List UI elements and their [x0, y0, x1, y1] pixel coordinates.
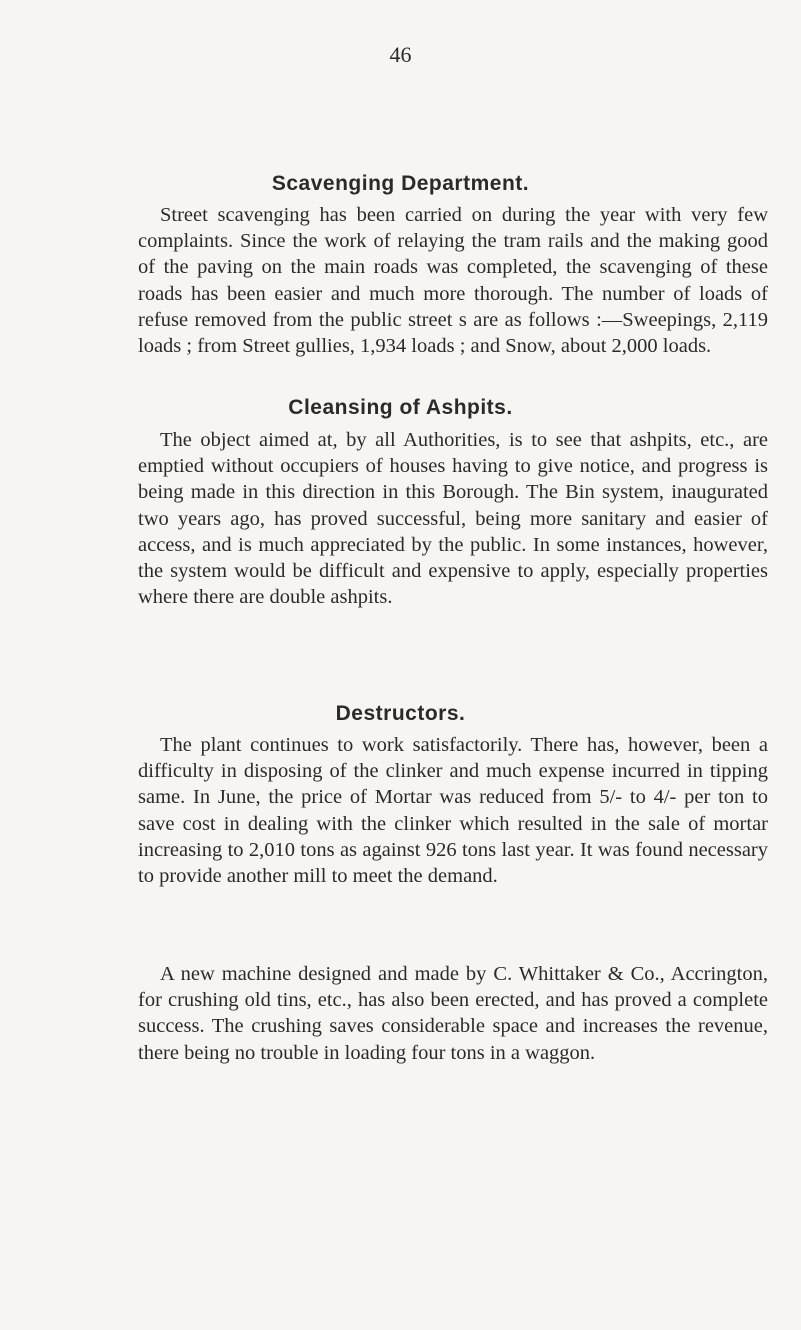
paragraph-destructors-1: The plant continues to work satisfactorily. There has, however, been a difficulty in disposing of the clinker and much expense incurred in tipping same. In June, the price of Mortar was reduced from 5/- to 4/- per ton to save cost in dealing with the clinker which resulted in the sale of mortar increasing to 2,010 tons as against 926 tons last year. It was found necessary to provide another mill to meet the demand.	[138, 734, 768, 888]
paragraph-scavenging: Street scavenging has been carried on during the year with very few complaints. Since the work of relaying the tram rails and the making good of the paving on the main roads was completed, the scavenging of these roads has been easier and much more thorough. The number of loads of refuse removed from the public street s are as follows :—Sweepings, 2,119 loads ; from Street gullies, 1,934 loads ; and Snow, about 2,000 loads.	[138, 204, 768, 358]
section-heading-scavenging: Scavenging Department.	[271, 172, 530, 195]
paragraph-ashpits: The object aimed at, by all Authorities, is to see that ashpits, etc., are emptied without occupiers of houses having to give notice, and progress is being made in this direction in this Borough. The Bin system, inaugurated two years ago, has proved successful, being more sanitary and easier of access, and is much appreciated by the public. In some instances, however, the system would be difficult and expensive to apply, especially properties where there are double ashpits.	[138, 429, 768, 609]
section-heading-ashpits: Cleansing of Ashpits.	[288, 396, 513, 419]
section-heading-destructors: Destructors.	[335, 702, 466, 725]
paragraph-destructors-2: A new machine designed and made by C. Whittaker & Co., Accrington, for crushing old tins, etc., has also been erected, and has proved a complete success. The crushing saves considerable space and increases the revenue, there being no trouble in loading four tons in a waggon.	[138, 963, 768, 1064]
page-number: 46	[389, 42, 412, 67]
